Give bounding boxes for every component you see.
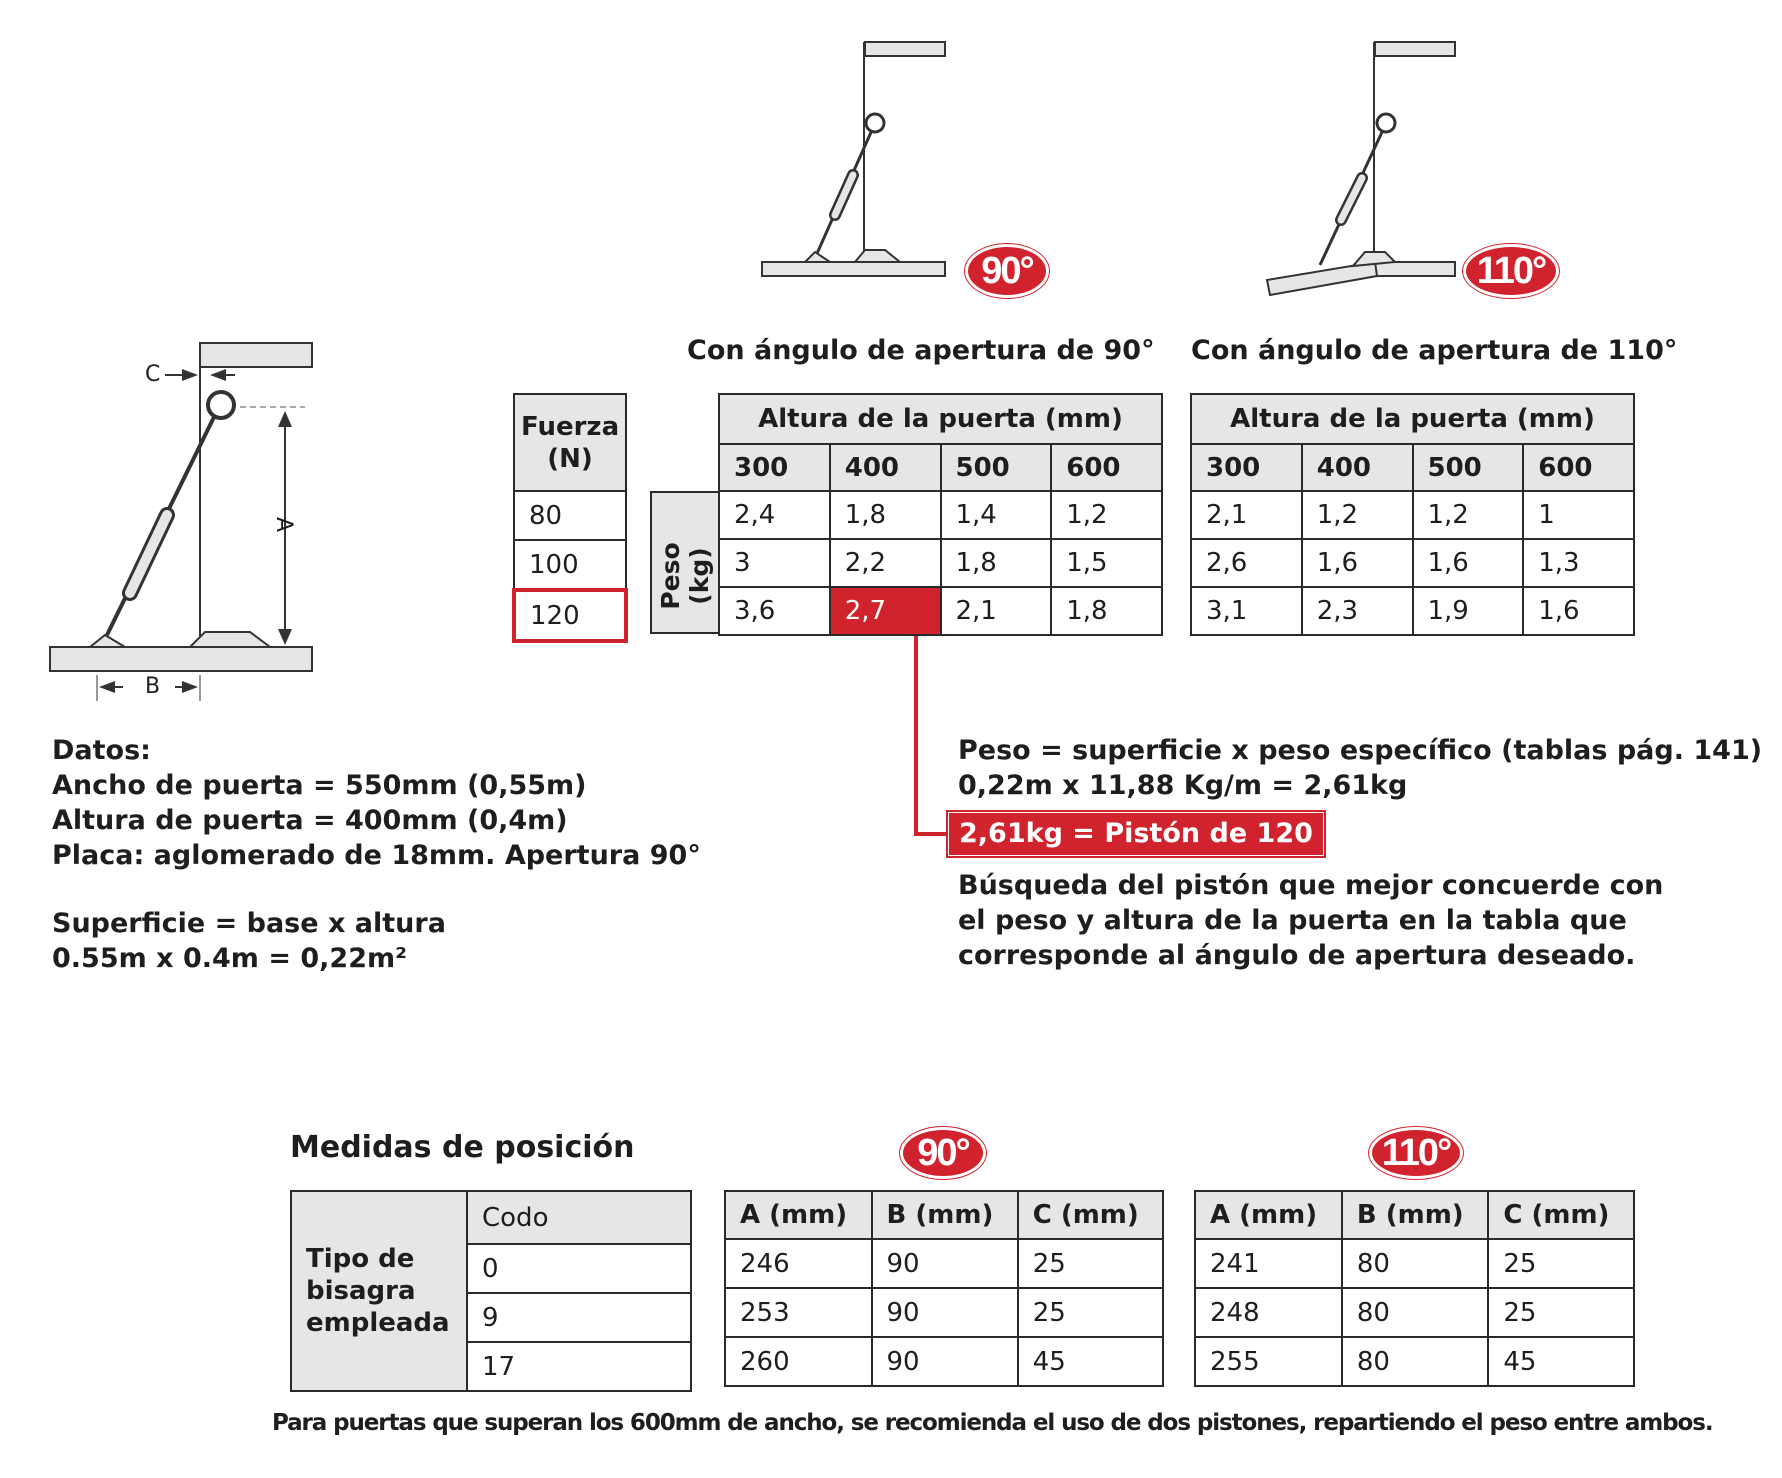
- table-cell: 3,6: [719, 587, 830, 635]
- table-110: [1190, 393, 1635, 636]
- datos-line: Ancho de puerta = 550mm (0,55m): [52, 770, 587, 801]
- peso-calc-prefix: 0,22m x 11,88 Kg/m =: [958, 770, 1304, 801]
- table-cell: 45: [1488, 1337, 1634, 1386]
- table-cell: 2,6: [1191, 539, 1302, 587]
- datos-block: [52, 733, 701, 976]
- force-table: [512, 393, 628, 643]
- explanation-line: el peso y altura de la puerta en la tabla que: [958, 905, 1627, 936]
- table-90-title: Altura de la puerta (mm): [719, 394, 1162, 444]
- column-header: 400: [1302, 444, 1413, 491]
- peso-result: 2,61kg: [1303, 770, 1408, 801]
- datos-line: Altura de puerta = 400mm (0,4m): [52, 805, 568, 836]
- result-box: 2,61kg = Pistón de 120: [948, 812, 1324, 856]
- force-row-highlighted: 120: [514, 590, 626, 641]
- position-table-90: [724, 1190, 1164, 1387]
- table-cell: 1,6: [1302, 539, 1413, 587]
- footnote: Para puertas que superan los 600mm de ancho, se recomienda el uso de dos pistones, repartiendo el peso entre ambos.: [272, 1410, 1713, 1436]
- table-cell: 3: [719, 539, 830, 587]
- column-header: 600: [1051, 444, 1162, 491]
- table-cell: 25: [1018, 1288, 1163, 1337]
- table-cell: 1,2: [1413, 491, 1524, 539]
- explanation-block: [958, 868, 1663, 973]
- table-cell: 1,9: [1413, 587, 1524, 635]
- hinge-type-table: [290, 1190, 692, 1392]
- superficie-result: 0,22m²: [300, 943, 407, 974]
- connector-line-vertical: [914, 636, 918, 835]
- table-cell: 253: [725, 1288, 872, 1337]
- table-cell: 2,1: [1191, 491, 1302, 539]
- table-cell: 246: [725, 1239, 872, 1288]
- force-row: 100: [514, 540, 626, 590]
- table-cell: 2,1: [941, 587, 1052, 635]
- table-cell: 255: [1195, 1337, 1342, 1386]
- table-cell: 45: [1018, 1337, 1163, 1386]
- superficie-calc: [52, 941, 701, 976]
- datos-title: Datos:: [52, 735, 151, 766]
- badge-90-top: 90°: [968, 247, 1046, 295]
- dimension-label-b: B: [145, 674, 161, 699]
- explanation-line: corresponde al ángulo de apertura deseado.: [958, 940, 1636, 971]
- dimension-label-c: C: [145, 362, 161, 387]
- table-cell: 1,8: [1051, 587, 1162, 635]
- table-90: [718, 393, 1163, 636]
- table-cell: 25: [1488, 1239, 1634, 1288]
- force-row: 80: [514, 491, 626, 540]
- column-header: A (mm): [725, 1191, 872, 1239]
- hinge-label-line: bisagra: [306, 1276, 416, 1306]
- table-cell: 248: [1195, 1288, 1342, 1337]
- peso-formula: Peso = superficie x peso específico (tablas pág. 141): [958, 735, 1763, 766]
- column-header: 500: [1413, 444, 1524, 491]
- diagram-90-degrees: [760, 40, 960, 290]
- column-header: B (mm): [872, 1191, 1018, 1239]
- force-header: Fuerza (N): [514, 394, 626, 491]
- badge-110-top: 110°: [1466, 247, 1556, 295]
- codo-value: 17: [467, 1342, 691, 1391]
- table-cell: 90: [872, 1288, 1018, 1337]
- table-cell: 1,2: [1051, 491, 1162, 539]
- table-cell: 25: [1488, 1288, 1634, 1337]
- table-cell: 1,6: [1413, 539, 1524, 587]
- column-header: C (mm): [1488, 1191, 1634, 1239]
- column-header: 600: [1523, 444, 1634, 491]
- superficie-calc-prefix: 0.55m x 0.4m =: [52, 943, 301, 974]
- position-table-110: [1194, 1190, 1635, 1387]
- column-header: 400: [830, 444, 941, 491]
- hinge-label-line: Tipo de: [306, 1244, 415, 1274]
- table-110-title: Altura de la puerta (mm): [1191, 394, 1634, 444]
- column-header: 500: [941, 444, 1052, 491]
- connector-line-horizontal: [914, 832, 948, 836]
- table-cell: 1,6: [1523, 587, 1634, 635]
- peso-calc: [958, 768, 1762, 803]
- weight-axis-label: Peso (kg): [656, 542, 714, 610]
- table-cell: 1,3: [1523, 539, 1634, 587]
- hinge-type-label: [291, 1191, 467, 1391]
- table-cell: 2,3: [1302, 587, 1413, 635]
- badge-110-bottom: 110°: [1372, 1130, 1460, 1176]
- dimension-label-a: A: [271, 516, 297, 533]
- table-cell: 1,8: [830, 491, 941, 539]
- hinge-label-line: empleada: [306, 1308, 450, 1338]
- table-cell: 80: [1342, 1288, 1489, 1337]
- codo-header: Codo: [467, 1191, 691, 1244]
- explanation-line: Búsqueda del pistón que mejor concuerde con: [958, 870, 1664, 901]
- column-header: B (mm): [1342, 1191, 1489, 1239]
- codo-value: 9: [467, 1293, 691, 1342]
- peso-block: [958, 733, 1762, 803]
- table-cell: 80: [1342, 1239, 1489, 1288]
- table-cell: 90: [872, 1239, 1018, 1288]
- superficie-formula: Superficie = base x altura: [52, 908, 446, 939]
- table-cell: 1,5: [1051, 539, 1162, 587]
- diagram-110-degrees: [1265, 40, 1475, 300]
- table-cell: 260: [725, 1337, 872, 1386]
- table-cell: 90: [872, 1337, 1018, 1386]
- datos-line: Placa: aglomerado de 18mm. Apertura 90°: [52, 840, 701, 871]
- table-cell: 25: [1018, 1239, 1163, 1288]
- badge-90-bottom: 90°: [903, 1130, 983, 1176]
- table-cell: 1: [1523, 491, 1634, 539]
- table-cell: 1,8: [941, 539, 1052, 587]
- caption-90: Con ángulo de apertura de 90°: [687, 335, 1155, 366]
- medidas-title: Medidas de posición: [290, 1130, 635, 1165]
- column-header: 300: [1191, 444, 1302, 491]
- table-cell: 1,4: [941, 491, 1052, 539]
- table-cell: 2,4: [719, 491, 830, 539]
- table-cell-highlighted: 2,7: [830, 587, 941, 635]
- table-cell: 2,2: [830, 539, 941, 587]
- table-cell: 80: [1342, 1337, 1489, 1386]
- caption-110: Con ángulo de apertura de 110°: [1191, 335, 1678, 366]
- column-header: C (mm): [1018, 1191, 1163, 1239]
- codo-value: 0: [467, 1244, 691, 1293]
- column-header: A (mm): [1195, 1191, 1342, 1239]
- table-cell: 1,2: [1302, 491, 1413, 539]
- table-cell: 3,1: [1191, 587, 1302, 635]
- table-cell: 241: [1195, 1239, 1342, 1288]
- column-header: 300: [719, 444, 830, 491]
